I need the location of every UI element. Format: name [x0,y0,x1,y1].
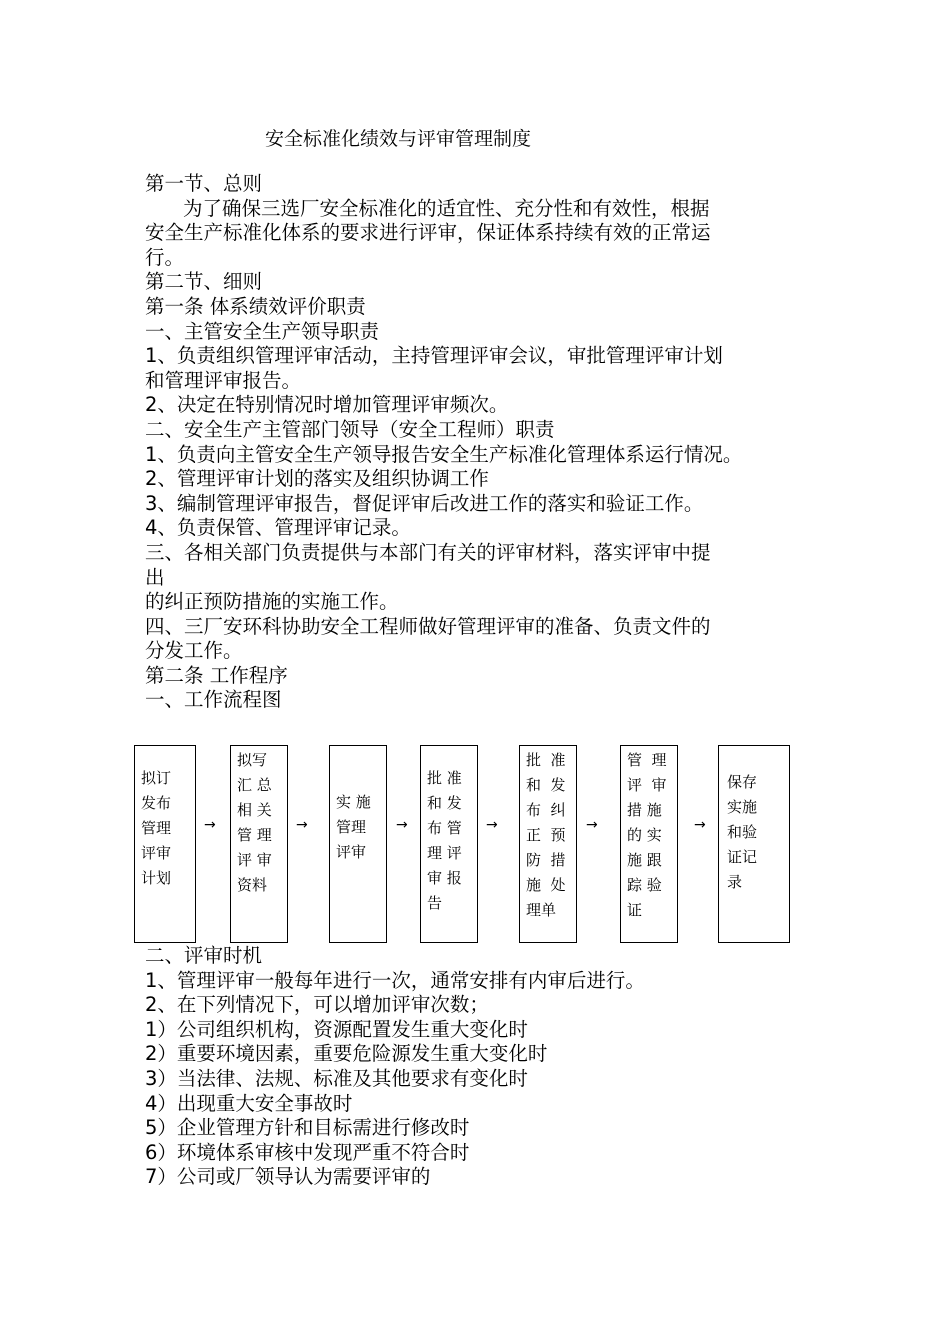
flow-step-text: 理单 [526,901,557,919]
flow-step-4 [420,745,478,943]
clause-heading: 一、工作流程图 [145,688,282,712]
list-item: 2、管理评审计划的落实及组织协调工作 [145,467,489,491]
flow-arrow: → [296,817,308,833]
sub-list-item: 1）公司组织机构，资源配置发生重大变化时 [145,1017,528,1041]
list-item: 1、管理评审一般每年进行一次，通常安排有内审后进行。 [145,968,645,992]
list-item: 3、编制管理评审报告，督促评审后改进工作的落实和验证工作。 [145,491,704,515]
flow-arrow: → [586,817,598,833]
flow-step-text: 审 报 [427,869,462,887]
flow-step-text: 正 预 [526,826,566,844]
flow-step-text: 发布 [141,794,172,812]
flow-step-text: 证记 [727,848,758,866]
flow-step-text: 拟写 [237,751,268,769]
flow-arrow: → [204,817,216,833]
flow-step-5 [519,745,577,943]
article-heading: 第二条 工作程序 [145,663,288,687]
flow-step-text: 拟订 [141,769,172,787]
flow-step-text: 计划 [141,869,172,887]
article-heading: 第一条 体系绩效评价职责 [145,294,366,318]
flow-step-text: 录 [727,873,743,891]
section-heading: 第一节、总则 [145,172,263,195]
clause-heading: 一、主管安全生产领导职责 [145,319,380,343]
flow-step-text: 和 发 [526,776,566,794]
flow-step-text: 评 审 [237,851,272,869]
flow-step-text: 证 [627,901,643,919]
flow-step-text: 实施 [727,798,758,816]
flow-step-text: 告 [427,894,443,912]
list-item: 4、负责保管、管理评审记录。 [145,516,411,540]
paragraph-line: 安全生产标准化体系的要求进行评审，保证体系持续有效的正常运 [145,221,711,245]
sub-list-item: 3）当法律、法规、标准及其他要求有变化时 [145,1066,528,1090]
sub-list-item: 4）出现重大安全事故时 [145,1091,353,1115]
workflow-diagram [134,745,794,945]
flow-step-text: 评 审 [627,776,667,794]
flow-step-text: 评审 [336,843,367,861]
flow-arrow: → [486,817,498,833]
flow-step-text: 施 跟 [627,851,662,869]
flow-step-text: 批 准 [526,751,566,769]
clause-line: 四、三厂安环科协助安全工程师做好管理评审的准备、负责文件的 [145,614,711,638]
list-item: 1、负责向主管安全生产领导报告安全生产标准化管理体系运行情况。 [145,442,743,466]
flow-step-text: 评审 [141,844,172,862]
flow-step-text: 布 管 [427,819,462,837]
sub-list-item: 5）企业管理方针和目标需进行修改时 [145,1116,470,1140]
flow-step-3 [329,745,387,943]
flow-step-text: 汇 总 [237,776,272,794]
clause-line: 出 [145,565,165,589]
flow-step-text: 的 实 [627,826,662,844]
flow-step-text: 踪 验 [627,876,662,894]
paragraph-line: 为了确保三选厂安全标准化的适宜性、充分性和有效性，根据 [183,196,710,220]
sub-list-item: 2）重要环境因素，重要危险源发生重大变化时 [145,1042,548,1066]
flow-step-text: 和验 [727,823,758,841]
list-item: 1、负责组织管理评审活动，主持管理评审会议，审批管理评审计划 [145,344,723,368]
clause-line: 的纠正预防措施的实施工作。 [145,590,399,614]
review-timing-section [145,944,825,1190]
document-title: 安全标准化绩效与评审管理制度 [265,128,532,150]
flow-step-text: 措 施 [627,801,662,819]
flow-step-1 [134,745,196,943]
flow-step-6 [620,745,678,943]
flow-step-text: 防 措 [526,851,566,869]
flow-step-text: 管理 [336,818,367,836]
flow-step-text: 和 发 [427,794,462,812]
list-item: 2、决定在特别情况时增加管理评审频次。 [145,393,509,417]
flow-step-text: 布 纠 [526,801,566,819]
main-body [145,172,825,713]
flow-step-text: 资料 [237,876,268,894]
paragraph-line: 行。 [145,245,185,269]
flow-step-text: 相 关 [237,801,272,819]
flow-step-2 [230,745,288,943]
flow-arrow: → [396,817,408,833]
sub-list-item: 6）环境体系审核中发现严重不符合时 [145,1140,470,1164]
clause-line: 三、各相关部门负责提供与本部门有关的评审材料，落实评审中提 [145,540,711,564]
clause-heading: 二、安全生产主管部门领导（安全工程师）职责 [145,417,555,441]
flow-step-text: 理 评 [427,844,462,862]
flow-step-text: 批 准 [427,769,462,787]
flow-step-text: 管理 [141,819,172,837]
section-heading: 第二节、细则 [145,270,263,294]
flow-step-text: 保存 [727,773,758,791]
list-item: 和管理评审报告。 [145,368,302,392]
flow-step-text: 施 处 [526,876,566,894]
clause-line: 分发工作。 [145,639,243,663]
list-item: 2、在下列情况下，可以增加评审次数； [145,993,489,1017]
flow-step-text: 实 施 [336,793,371,811]
flow-arrow: → [694,817,706,833]
clause-heading: 二、评审时机 [145,944,263,967]
sub-list-item: 7）公司或厂领导认为需要评审的 [145,1165,431,1189]
flow-step-text: 管 理 [627,751,667,769]
flow-step-text: 管 理 [237,826,272,844]
flow-step-7 [718,745,790,943]
